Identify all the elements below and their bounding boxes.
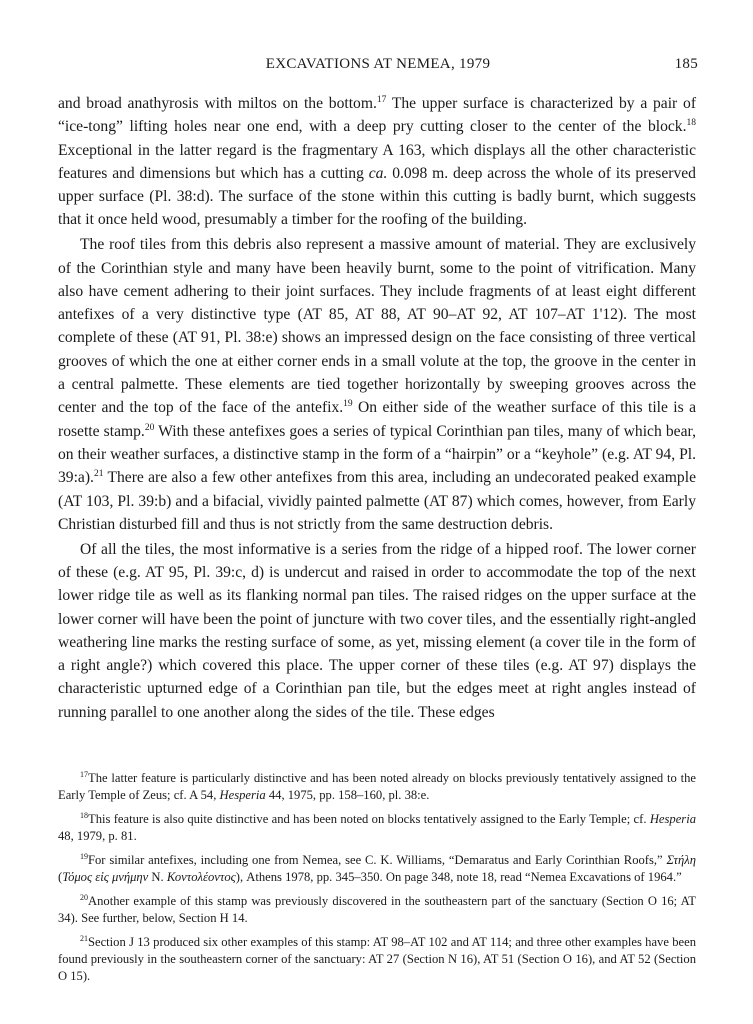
paragraph-1-text-d: 0.098 m. deep across the whole of its preserved upper surface (Pl. 38:d). The surface of the stone within this cutting is badly burnt, which suggests that it once held wood, presumably a timber for the roofing of the building. bbox=[58, 164, 696, 229]
paragraph-1-text-b: The upper surface is characterized by a pair of “ice-tong” lifting holes near one end, with a deep pry cutting closer to the center of the block. bbox=[58, 95, 697, 136]
running-head bbox=[58, 56, 698, 78]
paragraph-2-text-a: The roof tiles from this debris also represent a massive amount of material. They are exclusively of the Corinthian style and many have been heavily burnt, some to the point of vitrification. Many also have cement adhering to their joint surfaces. They include fragments of at least eight different antefixes of a very distinctive type (AT 85, AT 88, AT 90–AT 92, AT 107–AT 1'12). The most complete of these (AT 91, Pl. 38:e) shows an impressed design on the face consisting of three vertical grooves of which the one at either corner ends in a small volute at the top, the groove in the center in a central palmette. These elements are tied together horizontally by sweeping grooves across the center and the top of the face of the antefix. bbox=[58, 236, 696, 417]
footnote-19 bbox=[58, 852, 696, 886]
footnote-ref-20[interactable]: 20 bbox=[144, 422, 155, 433]
footnote-ref-21[interactable]: 21 bbox=[93, 469, 104, 480]
footnote-number: 17 bbox=[80, 770, 88, 779]
footnote-ref-17[interactable]: 17 bbox=[376, 95, 387, 105]
footnote-number: 18 bbox=[80, 811, 88, 820]
footnote-number: 19 bbox=[80, 852, 88, 861]
footnote-text: For similar antefixes, including one from Nemea, see C. K. Williams, “Demaratus and Early Corinthian Roofs,” bbox=[88, 853, 667, 867]
paragraph-1-text-c: Exceptional in the latter regard is the fragmentary A 163, which displays all the other characteristic features and dimensions but which has a cutting bbox=[58, 141, 696, 182]
footnote-text: ( bbox=[58, 870, 63, 885]
circa-abbrev: ca. bbox=[368, 164, 388, 182]
paragraph-3: Of all the tiles, the most informative is a series from the ridge of a hipped roof. The lower corner of these (e.g. AT 95, Pl. 39:c, d) is undercut and raised in order to accommodate the top of the next lower ridge tile as well as its flanking normal pan tiles. The raised ridges on the upper surface at the lower corner will have been the point of juncture with two cover tiles, and the essentially right-angled weathering line marks the resting surface of some, as yet, missing element (a cover tile in the form of a right angle?) which covered this place. The upper corner of these tiles (e.g. AT 97) displays the characteristic upturned edge of a Corinthian pan tile, but the edges meet at right angles instead of running parallel to one another along the sides of the tile. These edges bbox=[58, 540, 696, 721]
footnote-ref-19[interactable]: 19 bbox=[343, 399, 353, 410]
paragraph-1-text-a: and broad anathyrosis with miltos on the bottom. bbox=[58, 95, 377, 112]
paragraph-1 bbox=[58, 92, 696, 232]
footnote-text: The latter feature is particularly distinctive and has been noted already on blocks previously tentatively assigned to the Early Temple of Zeus; cf. A 54, bbox=[58, 771, 696, 803]
footnote-text: 44, 1975, pp. 158–160, pl. 38:e. bbox=[265, 788, 430, 803]
running-title: EXCAVATIONS AT NEMEA, 1979 bbox=[265, 56, 491, 72]
footnote-text: Another example of this stamp was previously discovered in the southeastern part of the sanctuary (Section O 16; AT 34). See further, below, Section H 14. bbox=[58, 894, 696, 926]
main-text bbox=[58, 92, 696, 724]
footnote-number: 20 bbox=[80, 893, 88, 902]
footnotes bbox=[58, 770, 696, 992]
footnote-number: 21 bbox=[80, 934, 88, 943]
greek-name: Κοντολέοντος bbox=[166, 870, 236, 885]
footnote-20 bbox=[58, 893, 696, 927]
footnote-21 bbox=[58, 934, 696, 986]
journal-title: Hesperia bbox=[219, 788, 266, 803]
paragraph-2-text-d: There are also a few other antefixes from this area, including an undecorated peaked example (AT 103, Pl. 39:b) and a bifacial, vividly painted palmette (AT 87) which comes, however, from Early Christian disturbed fill and thus is not strictly from the same destruction debris. bbox=[58, 469, 696, 533]
footnote-18 bbox=[58, 811, 696, 845]
greek-title: Στήλη bbox=[666, 853, 696, 867]
footnote-text: This feature is also quite distinctive and has been noted on blocks tentatively assigned to the Early Temple; cf. bbox=[88, 812, 650, 826]
paragraph-2-text-c: With these antefixes goes a series of typical Corinthian pan tiles, many of which bear, on their weather surfaces, a distinctive stamp in the form of a “hairpin” or a “keyhole” (e.g. AT 94, Pl. 39:a). bbox=[58, 422, 696, 487]
footnote-text: Section J 13 produced six other examples of this stamp: AT 98–AT 102 and AT 114; and three other examples have been found previously in the southeastern corner of the sanctuary: AT 27 (Section N 16), AT 51 (Section O 16), and AT 52 (Section O 15). bbox=[58, 935, 696, 984]
greek-subtitle: Τόμος εἰς μνήμην bbox=[62, 870, 149, 885]
footnote-text: ), Athens 1978, pp. 345–350. On page 348, note 18, read “Nemea Excavations of 1964.” bbox=[235, 870, 682, 885]
page-number: 185 bbox=[674, 56, 698, 72]
footnote-text: 48, 1979, p. 81. bbox=[58, 829, 137, 844]
footnote-17 bbox=[58, 770, 696, 804]
footnote-ref-18[interactable]: 18 bbox=[686, 118, 696, 129]
footnote-text: N. bbox=[148, 870, 167, 885]
paragraph-2 bbox=[58, 233, 696, 536]
journal-title: Hesperia bbox=[649, 812, 696, 826]
paragraph-2-text-b: On either side of the weather surface of this tile is a rosette stamp. bbox=[58, 399, 696, 440]
